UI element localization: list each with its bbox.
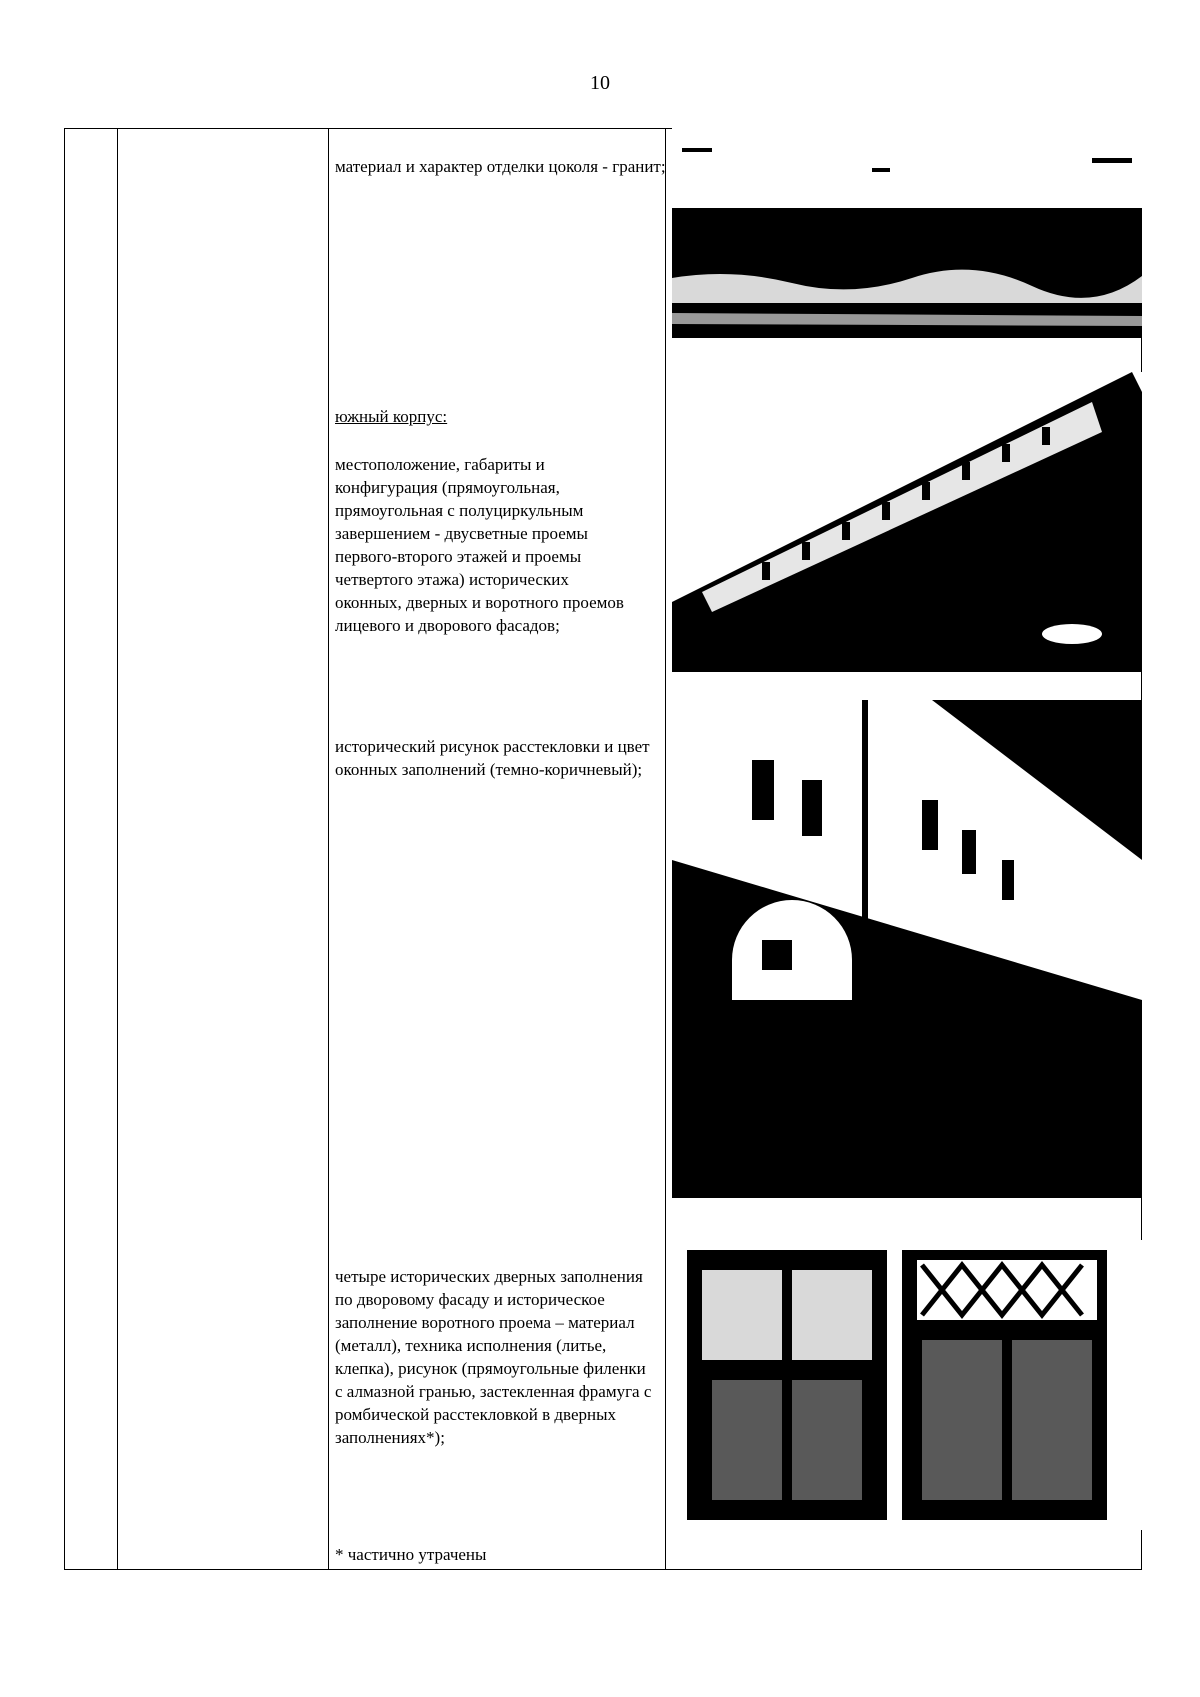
- cell-text-doors: четыре исторических дверных заполнения по дворовому фасаду и историческое заполнение воротного проема – материал (металл), техника исполнения (литье, клепка), рисунок (прямоугольные филенки с алмазной гранью, застекленная фрамуга с ромбической расстекловкой в дверных заполнениях*);: [335, 1267, 652, 1447]
- cell-heading-south-building: южный корпус:: [335, 407, 448, 426]
- cell-text-glazing: исторический рисунок расстекловки и цвет оконных заполнений (темно-коричневый);: [335, 737, 650, 779]
- cell-text-openings: местоположение, габариты и конфигурация (прямоугольная, прямоугольная с полуциркульным завершением - двусветные проемы первого-второго этажей и проемы четвертого этажа) исторических оконных, дверных и воротного проемов лицевого и дворового фасадов;: [335, 455, 624, 635]
- column-divider-2: [328, 129, 329, 1569]
- column-divider-1: [117, 129, 118, 1569]
- photo-window-glazing: [672, 700, 1142, 1198]
- photo-granite-plinth: [672, 128, 1142, 338]
- column-divider-3: [665, 129, 666, 1569]
- photo-historic-doors: [672, 1240, 1142, 1530]
- page-number: 10: [590, 72, 610, 94]
- cell-footnote: * частично утрачены: [335, 1545, 487, 1564]
- photo-south-building-facade: [672, 372, 1142, 672]
- cell-text-plinth: материал и характер отделки цоколя - гранит;: [335, 157, 666, 176]
